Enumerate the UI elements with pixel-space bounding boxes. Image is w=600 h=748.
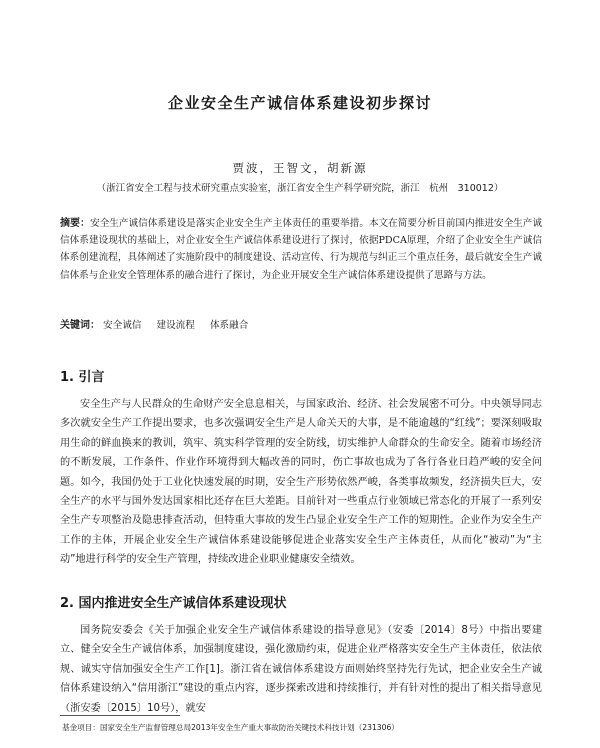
keywords (60, 318, 542, 334)
section-heading-introduction: 1. 引言 (60, 370, 105, 385)
footnote-divider (60, 715, 180, 716)
abstract-text: 安全生产诚信体系建设是落实企业安全生产主体责任的重要举措。本文在简要分析目前国内推进安全生产诚信体系建设现状的基础上，对企业安全生产诚信体系建设进行了探讨，依据PDCA原理，介绍了企业安全生产诚信体系创建流程，具体阐述了实施阶段中的制度建设、活动宣传、行为规范与纠正三个重点任务，最后就安全生产诚信体系与企业安全管理体系的融合进行了探讨，为企业开展安全生产诚信体系建设提供了思路与方法。 (60, 218, 543, 281)
affiliation: （浙江省安全工程与技术研究重点实验室，浙江省安全生产科学研究院，浙江 杭州 310012） (96, 183, 504, 194)
abstract (60, 215, 542, 284)
section-heading-status: 2. 国内推进安全生产诚信体系建设现状 (60, 596, 287, 611)
authors: 贾波，王智文，胡新源 (232, 161, 368, 175)
footnote: 基金项目：国家安全生产监督管理总局2013年安全生产重大事故防治关键技术科技计划（231306） (62, 723, 399, 732)
keyword: 体系融合 (209, 320, 249, 331)
keyword: 安全诚信 (103, 320, 142, 331)
keywords-label: 关键词： (60, 320, 100, 331)
section-paragraph-introduction: 安全生产与人民群众的生命财产安全息息相关，与国家政治、经济、社会发展密不可分。中央领导同志多次就安全生产工作提出要求，也多次强调安全生产是人命关天的大事，是不能逾越的“红线”；要深刻吸取用生命的鲜血换来的教训，筑牢、筑实科学管理的安全防线，切实维护人命群众的生命安全。随着市场经济的不断发展，工作条件、作业作环境得到大幅改善的同时，伤亡事故也成为了各行各业日趋严峻的安全问题。如今，我国仍处于工业化快速发展的时期，安全生产形势依然严峻，各类事故频发，经济损失巨大，安全生产的水平与国外发达国家相比还存在巨大差距。目前针对一些重点行业领域已常态化的开展了一系列安全生产专项整治及隐患排查活动，但特重大事故的发生凸显企业安全生产工作的短期性。企业作为安全生产工作的主体，开展企业安全生产诚信体系建设能够促进企业落实安全生产主体责任，从而化“被动”为“主动”地进行科学的安全生产管理，持续改进企业职业健康安全绩效。 (60, 399, 542, 566)
keyword: 建设流程 (156, 320, 195, 331)
abstract-label: 摘要： (60, 218, 91, 229)
section-paragraph-status: 国务院安委会《关于加强企业安全生产诚信体系建设的指导意见》（安委〔2014〕8号）中指出要建立、健全安全生产诚信体系，加强制度建设，强化激励约束，促进企业严格落实安全生产主体责任，依法依规、诚实守信加强安全生产工作[1]。浙江省在诚信体系建设方面则始终坚持先行先试，把企业安全生产诚信体系建设纳入“信用浙江”建设的重点内容，逐步探索改进和持续推行，并有针对性的提出了相关指导意见（浙安委〔2015〕10号），就安 (60, 625, 542, 714)
paper-title: 企业安全生产诚信体系建设初步探讨 (167, 94, 432, 112)
